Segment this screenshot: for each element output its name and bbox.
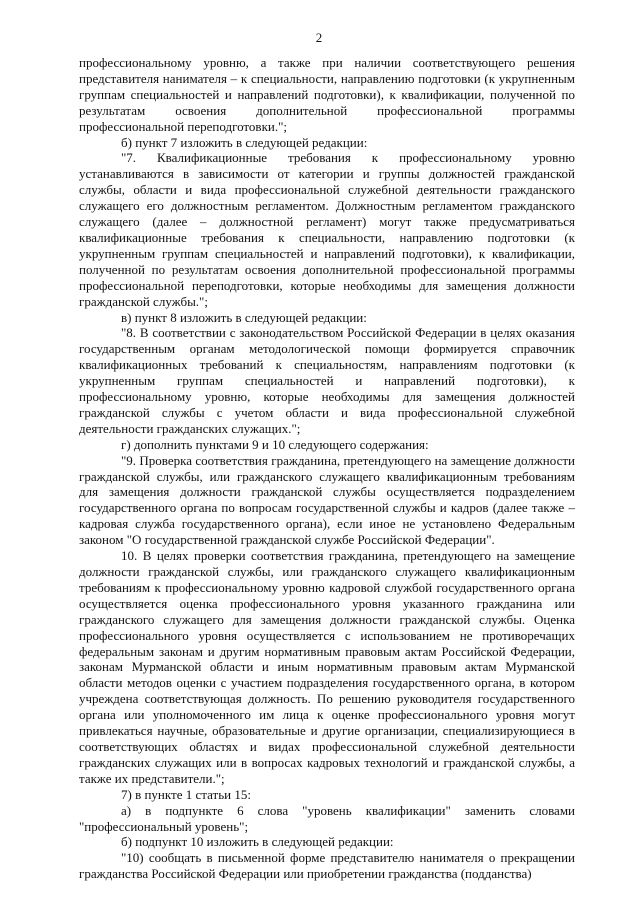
paragraph: профессиональному уровню, а также при наличии соответствующего решения представителя нанимателя – к специальности, направлению подготовки (к укрупненным группам специальностей и направлений подготовки), к квалификации, полученной по результатам освоения дополнительной профессиональной программы профессиональной переподготовки."; [79,55,575,134]
paragraph: а) в подпункте 6 слова "уровень квалификации" заменить словами "профессиональный уровень"; [79,802,575,834]
paragraph: "8. В соответствии с законодательством Российской Федерации в целях оказания государственным органам методологической помощи формируется справочник квалификационных требований к специальностям, направлениям подготовки (к укрупненным группам специальностей и направлений подготовки), к профессиональному уровню, которые необходимы для замещения должностей гражданской службы с учетом области и вида профессиональной служебной деятельности гражданских служащих."; [79,325,575,436]
paragraph: "7. Квалификационные требования к профессиональному уровню устанавливаются в зависимости от категории и группы должностей гражданской службы, области и вида профессиональной служебной деятельности гражданского служащего его должностным регламентом. Должностным регламентом гражданского служащего (далее – должностной регламент) могут также предусматриваться квалификационные требования к специальности, направлению подготовки (к укрупненным группам специальностей и направлений подготовки), к квалификации, полученной по результатам освоения дополнительной профессиональной программы профессиональной переподготовки, которые необходимы для замещения должности гражданской службы."; [79,150,575,309]
document-body [79,55,575,882]
paragraph: "9. Проверка соответствия гражданина, претендующего на замещение должности гражданской службы, или гражданского служащего квалификационным требованиям для замещения должности гражданской службы осуществляется подразделением государственного органа по вопросам государственной службы и кадров (далее также – кадровая служба государственного органа), если иное не установлено Федеральным законом "О государственной гражданской службе Российской Федерации". [79,452,575,548]
paragraph: в) пункт 8 изложить в следующей редакции: [121,309,367,325]
paragraph: 7) в пункте 1 статьи 15: [121,786,251,802]
paragraph: г) дополнить пунктами 9 и 10 следующего содержания: [121,436,429,452]
paragraph: б) подпункт 10 изложить в следующей редакции: [121,834,394,850]
paragraph: 10. В целях проверки соответствия гражданина, претендующего на замещение должности гражданской службы, или гражданского служащего квалификационным требованиям к профессиональному уровню кадровой службой государственного органа осуществляется оценка профессионального уровня указанного гражданина или гражданского служащего для замещения должности гражданской службы. Оценка профессионального уровня осуществляется с использованием не противоречащих федеральным законам и другим нормативным правовым актам Российской Федерации, законам Мурманской области и иным нормативным правовым актам Мурманской области методов оценки с участием подразделения государственного органа, в котором учреждена соответствующая должность. По решению руководителя государственного органа или уполномоченного им лица к оценке профессионального уровня могут привлекаться научные, образовательные и другие организации, специализирующиеся в соответствующих областях и видах профессиональной служебной деятельности гражданских служащих или в вопросах кадровых технологий и гражданской службы, а также их представители."; [79,548,575,786]
paragraph: "10) сообщать в письменной форме представителю нанимателя о прекращении гражданства Российской Федерации или приобретении гражданства (подданства) [79,850,575,882]
paragraph: б) пункт 7 изложить в следующей редакции: [121,134,368,150]
page-number: 2 [315,30,323,45]
